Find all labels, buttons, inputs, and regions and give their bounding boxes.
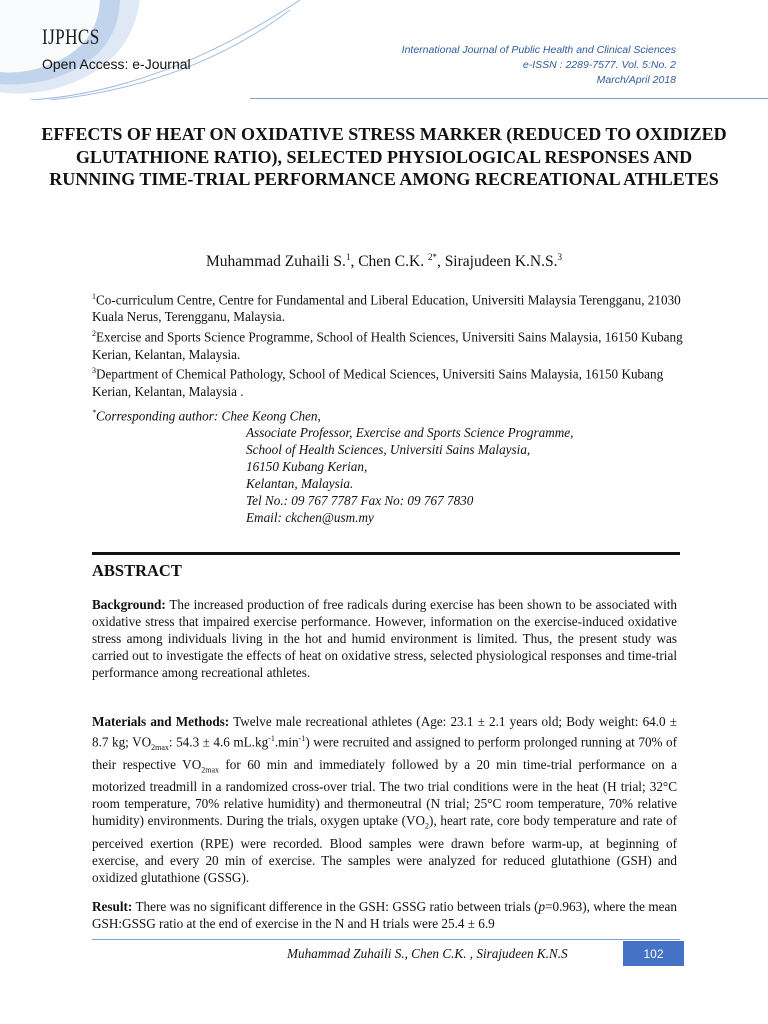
affiliation-mark: 2 [92, 329, 96, 339]
affiliations [92, 289, 692, 401]
corresponding-author [92, 405, 692, 527]
author-affiliation-mark: 2* [427, 252, 437, 262]
corresponding-line: Associate Professor, Exercise and Sports Science Programme, [246, 425, 574, 441]
footer-divider [92, 939, 680, 940]
abstract-methods [92, 714, 677, 886]
journal-logo-art [0, 0, 300, 100]
author-separator: , [350, 253, 359, 271]
affiliation-text: Co-curriculum Centre, Centre for Fundamental and Liberal Education, Universiti Malaysia Terengganu, 21030 Kuala Nerus, Terengganu, Malaysia. [92, 292, 681, 325]
journal-name: International Journal of Public Health and Clinical Sciences [401, 44, 676, 56]
methods-text: ) were recruited and assigned to perform prolonged running at 70% of their respective VO [92, 734, 677, 772]
methods-label: Materials and Methods: [92, 714, 230, 729]
header-divider [250, 98, 768, 99]
journal-logo-subtitle: Open Access: e-Journal [42, 56, 191, 72]
author-name: Sirajudeen K.N.S. [444, 253, 558, 271]
author-affiliation-mark: 1 [345, 252, 351, 262]
author-separator: , [436, 253, 445, 271]
corresponding-line: 16150 Kubang Kerian, [246, 459, 368, 475]
author-name: Chen C.K. [358, 253, 428, 271]
author-list [40, 252, 728, 271]
methods-text: ), heart rate, core body temperature and rate of perceived exertion (RPE) were recorded. Blood samples were drawn before warm-up, at beginning of exercise, and every 20 min of exercise. The samples were analyzed for reduced glutathione (GSH) and oxidized glutathione (GSSG). [92, 813, 677, 885]
result-p-symbol: p [538, 899, 546, 914]
result-label: Result: [92, 899, 133, 914]
abstract-heading: ABSTRACT [92, 561, 182, 580]
background-label: Background: [92, 597, 166, 612]
journal-logo-title: IJPHCS [42, 24, 100, 49]
paper-title: EFFECTS OF HEAT ON OXIDATIVE STRESS MARKER (REDUCED TO OXIDIZED GLUTATHIONE RATIO), SELECTED PHYSIOLOGICAL RESPONSES AND RUNNING TIME-TRIAL PERFORMANCE AMONG RECREATIONAL ATHLETES [41, 124, 727, 189]
affiliation-mark: 3 [92, 366, 96, 376]
result-text: There was no significant difference in the GSH: GSSG ratio between trials ( [132, 899, 539, 914]
corresponding-author-label [92, 405, 692, 425]
methods-subscript: 2max [151, 742, 169, 752]
author-affiliation-mark: 3 [557, 252, 562, 262]
abstract-result [92, 899, 677, 933]
corresponding-phone: Tel No.: 09 767 7787 Fax No: 09 767 7830 [246, 492, 474, 508]
affiliation-text: Department of Chemical Pathology, School of Medical Sciences, Universiti Sains Malaysia, 16150 Kubang Kerian, Kelantan, Malaysia . [92, 366, 664, 399]
affiliation-text: Exercise and Sports Science Programme, School of Health Sciences, Universiti Sains Malaysia, 16150 Kubang Kerian, Kelantan, Malaysia. [92, 329, 683, 362]
corresponding-email[interactable]: Email: ckchen@usm.my [246, 509, 374, 525]
journal-issn: e-ISSN : 2289-7577. Vol. 5:No. 2 [522, 59, 676, 71]
corresponding-line: School of Health Sciences, Universiti Sains Malaysia, [246, 442, 531, 458]
methods-text: for 60 min and immediately followed by a 20 min time-trial performance on a motorized treadmill in a randomized cross-over trial. The two trial conditions were in the heat (H trial; 32°C room temperature, 70% relative humidity) and thermoneutral (N trial; 25°C room temperature, 70% relative humidity) environments. During the trials, oxygen uptake (VO [92, 756, 677, 829]
affiliation-item [92, 326, 692, 363]
result-text: =0.963), where the mean GSH:GSSG ratio at the end of exercise in the N and H trials were 25.4 ± 6.9 [92, 899, 677, 931]
methods-subscript: 2max [201, 765, 220, 775]
page-number: 102 [623, 941, 684, 966]
corresponding-line: Kelantan, Malaysia. [246, 476, 354, 492]
methods-text: .min [274, 734, 299, 750]
footer-authors: Muhammad Zuhaili S., Chen C.K. , Sirajudeen K.N.S [287, 946, 568, 961]
methods-text: : 54.3 ± 4.6 mL.kg [168, 734, 269, 750]
section-divider [92, 552, 680, 555]
affiliation-mark: 1 [92, 292, 96, 301]
corresponding-mark: * [92, 408, 96, 417]
methods-superscript: -1 [268, 733, 275, 743]
affiliation-item [92, 363, 692, 400]
author-name: Muhammad Zuhaili S. [206, 253, 346, 271]
methods-subscript: 2 [425, 821, 430, 831]
journal-date: March/April 2018 [596, 74, 676, 86]
background-text: The increased production of free radicals during exercise has been shown to be associated with oxidative stress that impaired exercise performance. However, information on the exercise-induced oxidative stress among individuals living in the hot and humid environment is limited. Thus, the present study was carried out to investigate the effects of heat on oxidative stress, selected physiological responses and time-trial performance among recreational athletes. [92, 597, 677, 680]
journal-info [402, 43, 676, 88]
corresponding-label-text: Corresponding author: Chee Keong Chen, [96, 408, 321, 424]
methods-text: Twelve male recreational athletes (Age: 23.1 ± 2.1 years old; Body weight: 64.0 ± 8.7 kg; VO [92, 714, 678, 750]
affiliation-item [92, 289, 692, 326]
abstract-background [92, 597, 677, 682]
methods-superscript: -1 [298, 733, 306, 743]
